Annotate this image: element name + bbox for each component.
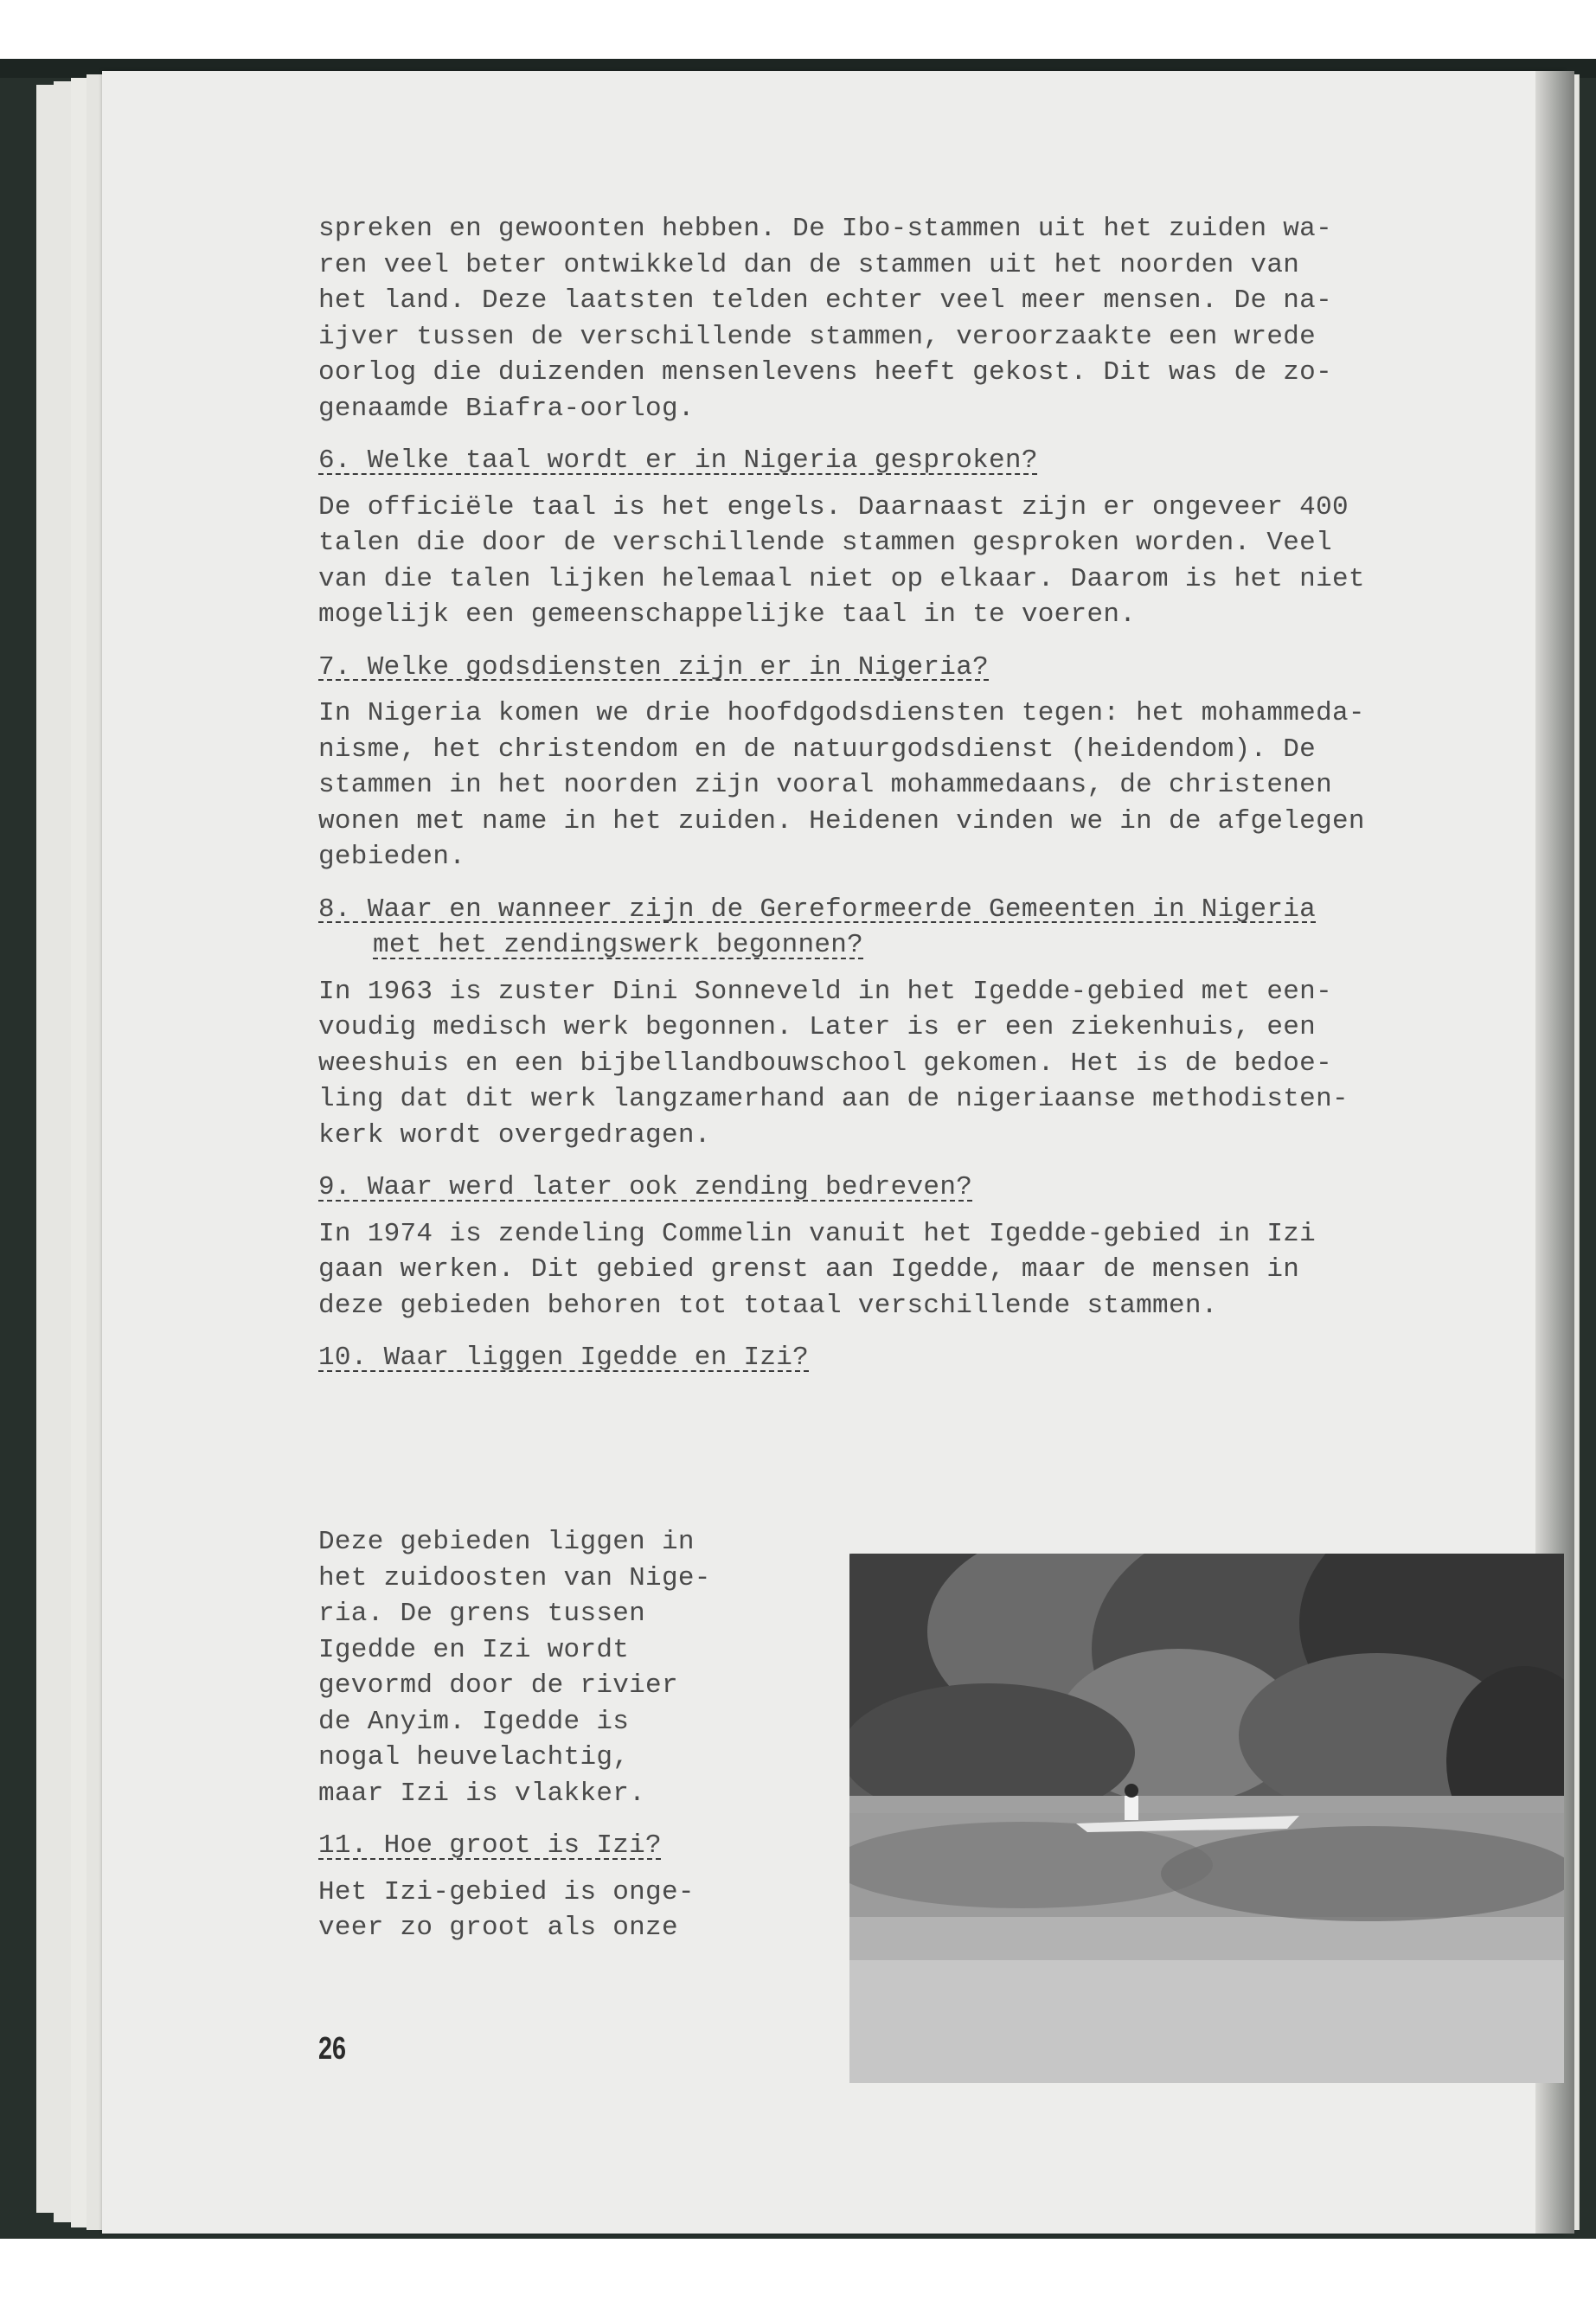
question-heading: 11. Hoe groot is Izi? — [318, 1830, 662, 1861]
question-heading: 8. Waar en wanneer zijn de Gereformeerde Gemeenten in Nigeria — [318, 894, 1317, 925]
river-canoe-photo — [849, 1554, 1564, 2083]
text-line: gebieden. — [318, 842, 466, 872]
text-line: genaamde Biafra-oorlog. — [318, 393, 695, 424]
text-line: gevormd door de rivier — [318, 1670, 678, 1701]
text-line: In Nigeria komen we drie hoofdgodsdiensten tegen: het mohammeda- — [318, 698, 1365, 728]
text-line: maar Izi is vlakker. — [318, 1778, 646, 1809]
text-line: ijver tussen de verschillende stammen, veroorzaakte een wrede — [318, 321, 1317, 352]
text-line: de Anyim. Igedde is — [318, 1706, 630, 1737]
text-line: Igedde en Izi wordt — [318, 1634, 630, 1665]
text-line: ren veel beter ontwikkeld dan de stammen uit het noorden van — [318, 249, 1300, 280]
text-line: kerk wordt overgedragen. — [318, 1119, 711, 1150]
main-text — [318, 211, 1482, 1376]
question-heading: 7. Welke godsdiensten zijn er in Nigeria? — [318, 651, 990, 683]
text-line: nisme, het christendom en de natuurgodsdienst (heidendom). De — [318, 734, 1317, 765]
text-line: spreken en gewoonten hebben. De Ibo-stammen uit het zuiden wa- — [318, 214, 1332, 244]
question-heading-continued: met het zendingswerk begonnen? — [373, 930, 864, 960]
text-line: deze gebieden behoren tot totaal verschillende stammen. — [318, 1290, 1218, 1321]
text-line: ling dat dit werk langzamerhand aan de nigeriaanse methodisten- — [318, 1084, 1349, 1114]
text-line: Het Izi-gebied is onge- — [318, 1876, 695, 1907]
text-line: gaan werken. Dit gebied grenst aan Igedde, maar de mensen in — [318, 1254, 1300, 1285]
text-line: Deze gebieden liggen in — [318, 1527, 695, 1557]
left-column-text — [318, 1524, 803, 1946]
text-line: wonen met name in het zuiden. Heidenen vinden we in de afgelegen — [318, 805, 1365, 836]
text-line: weeshuis en een bijbellandbouwschool gekomen. Het is de bedoe- — [318, 1048, 1332, 1079]
river-canoe-photo-image — [849, 1554, 1564, 2083]
page-number: 26 — [318, 2030, 347, 2066]
text-line: talen die door de verschillende stammen gesproken worden. Veel — [318, 528, 1332, 558]
text-line: ria. De grens tussen — [318, 1599, 646, 1629]
text-line: In 1963 is zuster Dini Sonneveld in het Igedde-gebied met een- — [318, 976, 1332, 1007]
question-heading: 9. Waar werd later ook zending bedreven? — [318, 1172, 973, 1202]
text-line: De officiële taal is het engels. Daarnaast zijn er ongeveer 400 — [318, 491, 1349, 522]
text-line: voudig medisch werk begonnen. Later is er een ziekenhuis, een — [318, 1012, 1317, 1042]
text-line: stammen in het noorden zijn vooral mohammedaans, de christenen — [318, 770, 1332, 800]
text-line: oorlog die duizenden mensenlevens heeft gekost. Dit was de zo- — [318, 357, 1332, 388]
text-line: nogal heuvelachtig, — [318, 1742, 630, 1772]
text-line: het land. Deze laatsten telden echter veel meer mensen. De na- — [318, 285, 1332, 316]
text-line: mogelijk een gemeenschappelijke taal in te voeren. — [318, 599, 1137, 630]
text-line: veer zo groot als onze — [318, 1913, 678, 1943]
question-heading: 6. Welke taal wordt er in Nigeria gesproken? — [318, 445, 1038, 476]
text-line: het zuidoosten van Nige- — [318, 1562, 711, 1593]
question-heading: 10. Waar liggen Igedde en Izi? — [318, 1343, 810, 1373]
text-line: In 1974 is zendeling Commelin vanuit het Igedde-gebied in Izi — [318, 1218, 1317, 1249]
text-line: van die talen lijken helemaal niet op elkaar. Daarom is het niet — [318, 563, 1365, 594]
